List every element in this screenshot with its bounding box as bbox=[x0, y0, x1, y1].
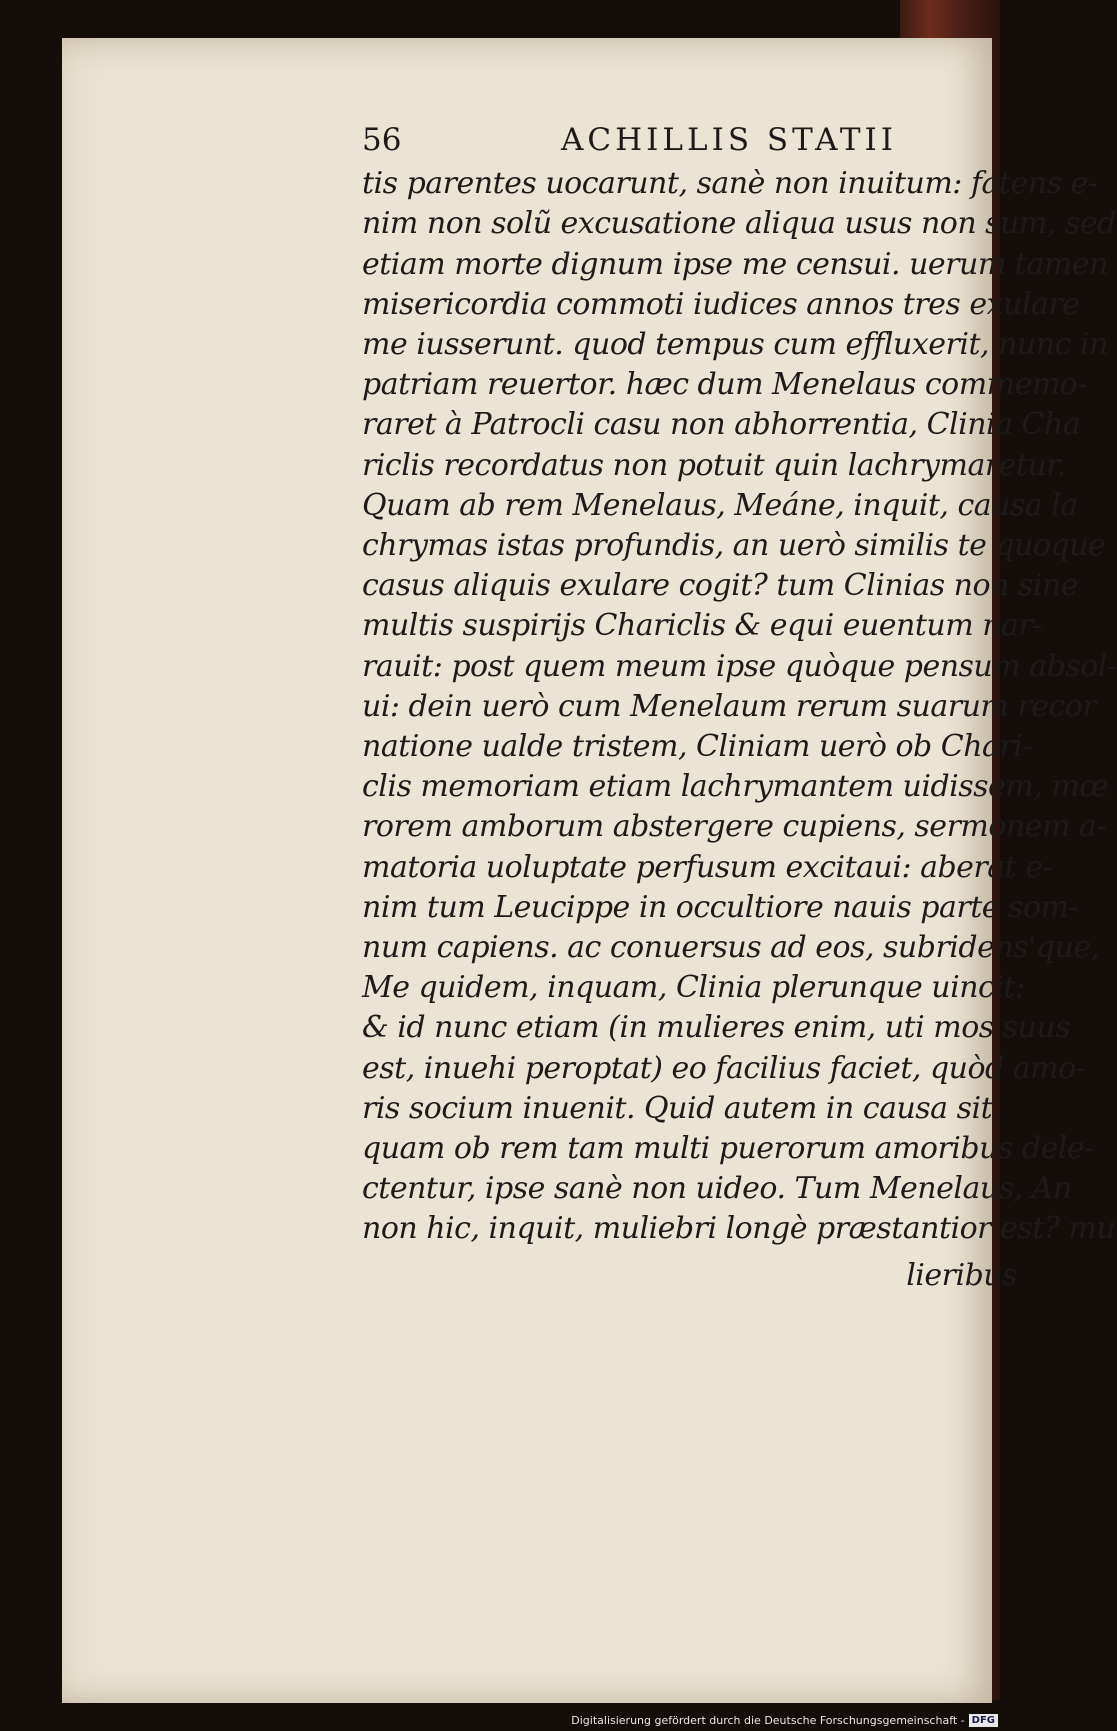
book-page bbox=[62, 38, 1117, 1703]
text-line: etiam morte dignum ipse me censui. uerum tamen bbox=[362, 246, 1108, 282]
text-line: est, inuehi peroptat) eo facilius faciet, quòd amo- bbox=[362, 1050, 1086, 1086]
catchword: lieribus bbox=[906, 1257, 1017, 1293]
credit-text: Digitalisierung gefördert durch die Deutsche Forschungsgemeinschaft - bbox=[571, 1714, 965, 1727]
text-line: nim tum Leucippe in occultiore nauis parte som- bbox=[362, 889, 1079, 925]
text-line: nim non solũ excusatione aliqua usus non sum, sed bbox=[362, 206, 1116, 242]
text-line: multis suspirijs Chariclis & equi euentum nar- bbox=[362, 608, 1042, 644]
text-line: rorem amborum abstergere cupiens, sermonem a- bbox=[362, 809, 1106, 845]
dfg-logo: DFG bbox=[969, 1714, 998, 1727]
text-line: Quam ab rem Menelaus, Meáne, inquit, causa la bbox=[362, 487, 1078, 523]
text-line: chrymas istas profundis, an uerò similis te quoque bbox=[362, 528, 1106, 564]
text-line: tis parentes uocarunt, sanè non inuitum: fatens e- bbox=[362, 166, 1098, 202]
text-line: ris socium inuenit. Quid autem in causa sit, bbox=[362, 1090, 1002, 1126]
text-line: riclis recordatus non potuit quin lachrymaretur. bbox=[362, 447, 1066, 483]
text-line: num capiens. ac conuersus ad eos, subridens'que, bbox=[362, 930, 1100, 966]
text-line: me iusserunt. quod tempus cum effluxerit, nunc in bbox=[362, 327, 1108, 363]
text-line: non hic, inquit, muliebri longè præstantior est? mu bbox=[362, 1211, 1116, 1247]
text-line: ui: dein uerò cum Menelaum rerum suarum recor bbox=[362, 688, 1097, 724]
text-line: rauit: post quem meum ipse quòque pensum absol- bbox=[362, 648, 1117, 684]
text-line: & id nunc etiam (in mulieres enim, uti mos suus bbox=[362, 1010, 1071, 1046]
text-line: patriam reuertor. hæc dum Menelaus commemo- bbox=[362, 367, 1087, 403]
page-header bbox=[362, 120, 1017, 160]
body-text bbox=[362, 164, 1117, 1249]
running-title: ACHILLIS STATII bbox=[561, 122, 897, 158]
text-line: quam ob rem tam multi puerorum amoribus dele- bbox=[362, 1131, 1094, 1167]
digitization-credit bbox=[571, 1714, 998, 1727]
page-number: 56 bbox=[362, 122, 402, 158]
text-line: raret à Patrocli casu non abhorrentia, Clinia Cha bbox=[362, 407, 1081, 443]
text-line: natione ualde tristem, Cliniam uerò ob Chari- bbox=[362, 729, 1033, 765]
text-line: ctentur, ipse sanè non uideo. Tum Menelaus, An bbox=[362, 1171, 1072, 1207]
text-line: clis memoriam etiam lachrymantem uidissem, mœ bbox=[362, 769, 1109, 805]
text-line: Me quidem, inquam, Clinia plerunque uincit: bbox=[362, 970, 1025, 1006]
text-line: casus aliquis exulare cogit? tum Clinias non sine bbox=[362, 568, 1078, 604]
text-line: misericordia commoti iudices annos tres exulare bbox=[362, 286, 1080, 322]
text-line: matoria uoluptate perfusum excitaui: aberat e- bbox=[362, 849, 1053, 885]
text-block bbox=[362, 120, 1117, 1296]
